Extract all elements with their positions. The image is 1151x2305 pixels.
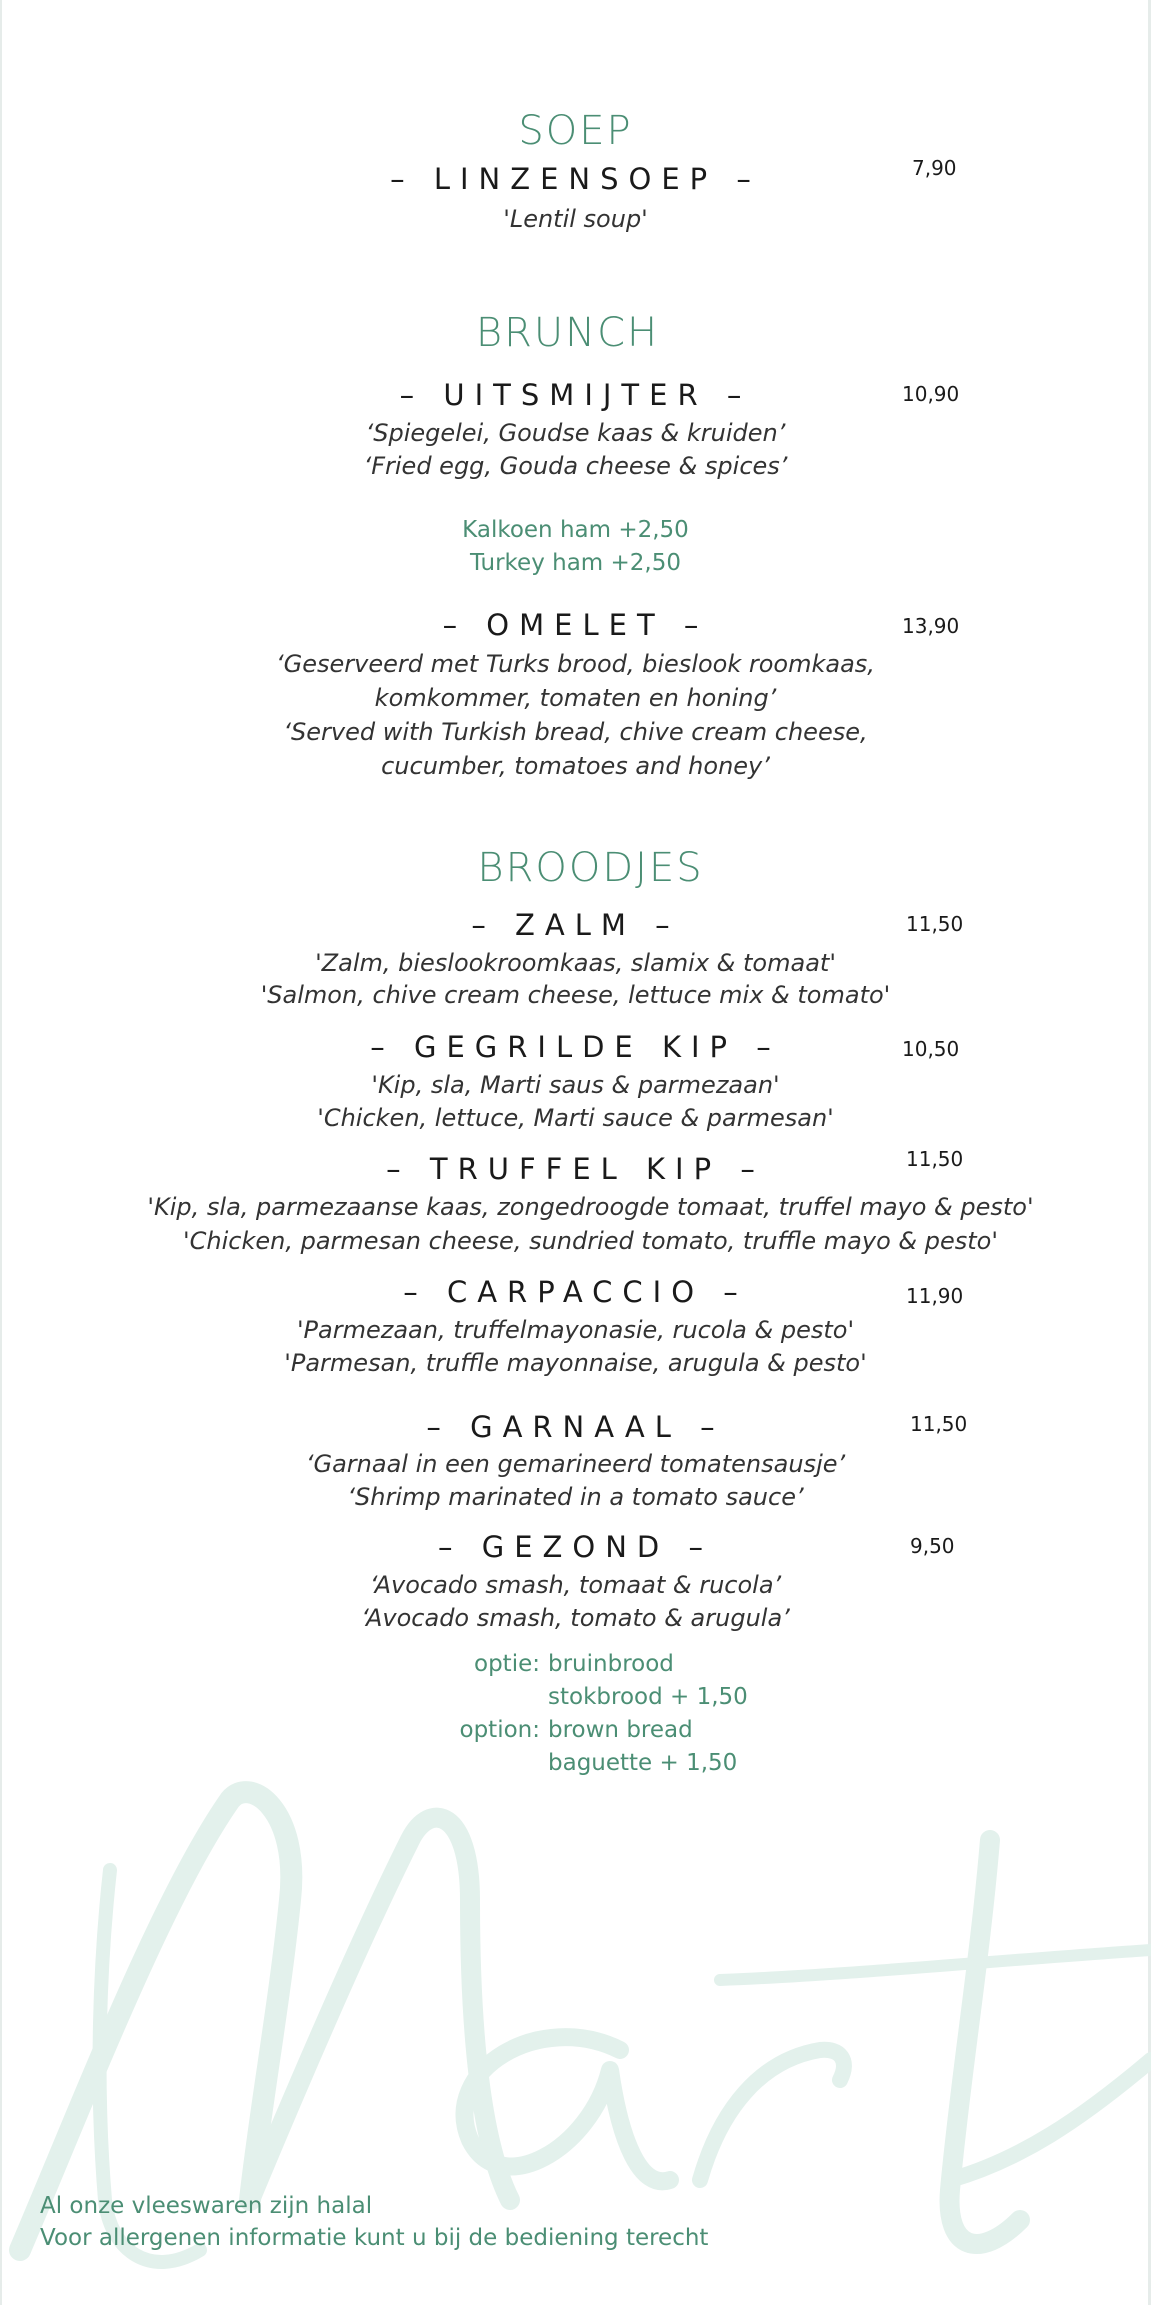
item-desc-omelet-nl-2: komkommer, tomaten en honing’ (374, 684, 777, 712)
item-name-zalm: – ZALM – (471, 908, 680, 942)
item-price-truffel-kip: 11,50 (906, 1147, 964, 1171)
item-desc-truffel-kip-en: 'Chicken, parmesan cheese, sundried tomato, truffle mayo & pesto' (183, 1227, 998, 1255)
item-desc-omelet-nl-1: ‘Geserveerd met Turks brood, bieslook roomkaas, (276, 650, 875, 678)
footer-halal-note: Al onze vleeswaren zijn halal (40, 2193, 373, 2219)
item-desc-linzensoep: 'Lentil soup' (503, 205, 648, 233)
item-price-gegrilde-kip: 10,50 (902, 1037, 960, 1061)
item-desc-uitsmijter-nl: ‘Spiegelei, Goudse kaas & kruiden’ (365, 419, 786, 447)
option-value: bruinbrood (548, 1651, 674, 1677)
item-price-carpaccio: 11,90 (906, 1284, 964, 1308)
item-desc-omelet-en-2: cucumber, tomatoes and honey’ (381, 752, 770, 780)
item-desc-carpaccio-nl: 'Parmezaan, truffelmayonasie, rucola & pesto' (296, 1316, 855, 1344)
bread-option-row (440, 1681, 748, 1714)
item-desc-uitsmijter-en: ‘Fried egg, Gouda cheese & spices’ (363, 452, 788, 480)
item-price-zalm: 11,50 (906, 912, 964, 936)
item-price-linzensoep: 7,90 (912, 156, 957, 180)
item-desc-zalm-nl: 'Zalm, bieslookroomkaas, slamix & tomaat' (315, 949, 836, 977)
section-title-soep: SOEP (518, 108, 633, 154)
item-price-uitsmijter: 10,90 (902, 382, 960, 406)
option-value: baguette + 1,50 (548, 1750, 738, 1776)
option-label: option: (459, 1717, 540, 1743)
item-name-gezond: – GEZOND – (438, 1530, 713, 1564)
item-name-linzensoep: – LINZENSOEP – (390, 162, 761, 196)
option-value: brown bread (548, 1717, 693, 1743)
section-title-broodjes: BROODJES (477, 845, 704, 891)
item-desc-omelet-en-1: ‘Served with Turkish bread, chive cream cheese, (283, 718, 868, 746)
item-desc-gezond-nl: ‘Avocado smash, tomaat & rucola’ (369, 1571, 782, 1599)
bread-option-row (440, 1648, 674, 1681)
item-name-omelet: – OMELET – (442, 608, 709, 642)
item-desc-carpaccio-en: 'Parmesan, truffle mayonnaise, arugula & pesto' (284, 1349, 867, 1377)
item-desc-truffel-kip-nl: 'Kip, sla, parmezaanse kaas, zongedroogde tomaat, truffel mayo & pesto' (147, 1193, 1034, 1221)
item-price-gezond: 9,50 (910, 1534, 955, 1558)
section-title-brunch: BRUNCH (475, 310, 660, 356)
item-desc-gegrilde-kip-nl: 'Kip, sla, Marti saus & parmezaan' (371, 1071, 780, 1099)
item-desc-zalm-en: 'Salmon, chive cream cheese, lettuce mix & tomato' (260, 981, 891, 1009)
item-name-uitsmijter: – UITSMIJTER – (399, 378, 752, 412)
extra-kalkoen-ham: Kalkoen ham +2,50 (462, 517, 689, 543)
bread-option-row (440, 1747, 737, 1780)
item-desc-gezond-en: ‘Avocado smash, tomato & arugula’ (361, 1604, 790, 1632)
item-desc-gegrilde-kip-en: 'Chicken, lettuce, Marti sauce & parmesan' (317, 1104, 834, 1132)
item-name-carpaccio: – CARPACCIO – (403, 1275, 748, 1309)
extra-turkey-ham: Turkey ham +2,50 (469, 550, 682, 576)
option-label: optie: (474, 1651, 540, 1677)
item-price-omelet: 13,90 (902, 614, 960, 638)
item-price-garnaal: 11,50 (910, 1412, 968, 1436)
item-name-truffel-kip: – TRUFFEL KIP – (386, 1152, 765, 1186)
item-name-gegrilde-kip: – GEGRILDE KIP – (370, 1030, 781, 1064)
item-desc-garnaal-en: ‘Shrimp marinated in a tomato sauce’ (347, 1483, 804, 1511)
footer-allergen-note: Voor allergenen informatie kunt u bij de bediening terecht (40, 2225, 709, 2251)
option-value: stokbrood + 1,50 (548, 1684, 748, 1710)
item-name-garnaal: – GARNAAL – (426, 1410, 725, 1444)
item-desc-garnaal-nl: ‘Garnaal in een gemarineerd tomatensausje’ (305, 1450, 846, 1478)
bread-option-row (440, 1714, 693, 1747)
